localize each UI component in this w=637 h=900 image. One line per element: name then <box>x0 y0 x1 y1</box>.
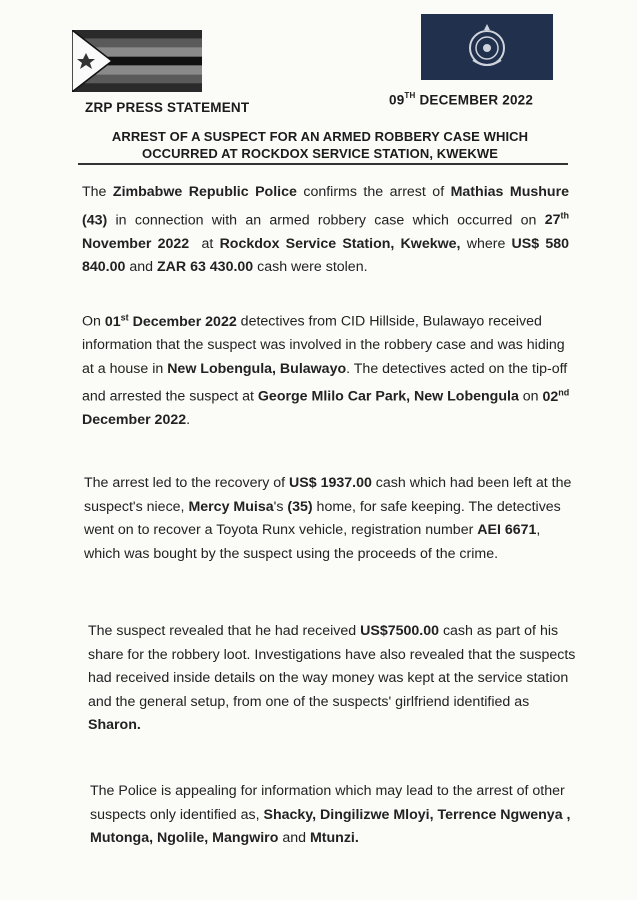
bold-text: Shacky, Dingilizwe Mloyi, Terrence Ngwenya , Mutonga, Ngolile, Mangwiro <box>90 806 571 846</box>
paragraph-arrest-confirmation <box>82 181 569 280</box>
paragraph-detectives-action <box>82 306 570 433</box>
text: The suspect revealed that he had received <box>88 623 361 639</box>
date-num: 01 <box>104 313 121 330</box>
text: at <box>189 235 220 252</box>
bold-text: US$ 580 840.00 <box>82 235 569 276</box>
bold-text: (35) <box>287 498 313 515</box>
text: cash as part of his share for the robbery loot. Investigations have also revealed that the suspects had received inside details on the way money was kept at the service station and the general setup, from one of the suspects' girlfriend identified as <box>88 623 576 710</box>
text: and <box>125 259 157 276</box>
bold-text: US$7500.00 <box>360 623 439 639</box>
date-rest: DECEMBER 2022 <box>415 92 534 108</box>
bold-date <box>105 314 237 330</box>
date-rest: November 2022 <box>82 235 190 252</box>
paragraph-appeal <box>90 780 580 851</box>
text: The arrest led to the recovery of <box>84 475 290 491</box>
text: . <box>186 412 191 429</box>
date-day: 09 <box>389 92 405 108</box>
text: . The detectives acted on the tip-off and arrested the suspect at <box>82 360 568 405</box>
date-ordinal: nd <box>558 387 570 398</box>
paragraph-recovery <box>84 472 574 566</box>
bold-text: Sharon. <box>88 717 141 733</box>
bold-text: New Lobengula, Bulawayo <box>167 360 347 377</box>
date-rest: December 2022 <box>128 313 237 330</box>
text: confirms the arrest of <box>296 184 451 200</box>
press-statement-label: ZRP PRESS STATEMENT <box>85 100 250 115</box>
paragraph-suspect-share <box>88 620 576 738</box>
text: On <box>82 313 105 330</box>
bold-text: Zimbabwe Republic Police <box>112 184 297 200</box>
zrp-emblem-flag <box>421 14 553 80</box>
text: and <box>278 830 310 846</box>
text: The Police is appealing for information which may lead to the arrest of other suspects only identified as, <box>90 783 565 823</box>
text: The <box>82 184 113 200</box>
text: on <box>518 388 543 405</box>
statement-title <box>70 128 570 162</box>
date-rest: December 2022 <box>82 412 187 429</box>
text: in connection with an armed robbery case which occurred on <box>107 212 545 229</box>
statement-date <box>389 92 533 108</box>
text: 's <box>273 498 288 515</box>
bold-text: George Mlilo Car Park, New Lobengula <box>257 388 519 405</box>
bold-text: Mercy Muisa <box>188 498 274 515</box>
bold-text: US$ 1937.00 <box>289 475 372 491</box>
bold-text: Mtunzi. <box>309 830 359 846</box>
text: cash were stolen. <box>253 259 368 276</box>
date-ordinal: st <box>120 312 129 322</box>
date-ordinal: TH <box>404 91 416 100</box>
text: home, for safe keeping. The detectives went on to recover a Toyota Runx vehicle, registration number <box>84 498 561 538</box>
zimbabwe-flag-icon <box>72 30 202 92</box>
bold-text: AEI 6671 <box>477 522 537 538</box>
date-ordinal: th <box>560 210 569 221</box>
text: detectives from CID Hillside, Bulawayo received information that the suspect was involved in the robbery case and was hiding at a house in <box>82 313 565 377</box>
text: where <box>460 235 512 252</box>
bold-text: Mathias Mushure (43) <box>82 184 569 229</box>
date-num: 27 <box>544 212 561 229</box>
title-line-1: ARREST OF A SUSPECT FOR AN ARMED ROBBERY CASE WHICH <box>111 129 529 144</box>
bold-text: Rockdox Service Station, Kwekwe, <box>219 235 461 252</box>
text: cash which had been left at the suspect's niece, <box>84 475 572 515</box>
text: , which was bought by the suspect using the proceeds of the crime. <box>84 522 541 562</box>
bold-text: ZAR 63 430.00 <box>156 259 254 276</box>
title-underline <box>78 163 568 165</box>
title-line-2: OCCURRED AT ROCKDOX SERVICE STATION, KWEKWE <box>141 146 499 161</box>
date-num: 02 <box>542 388 559 405</box>
zrp-badge-icon <box>421 14 553 80</box>
